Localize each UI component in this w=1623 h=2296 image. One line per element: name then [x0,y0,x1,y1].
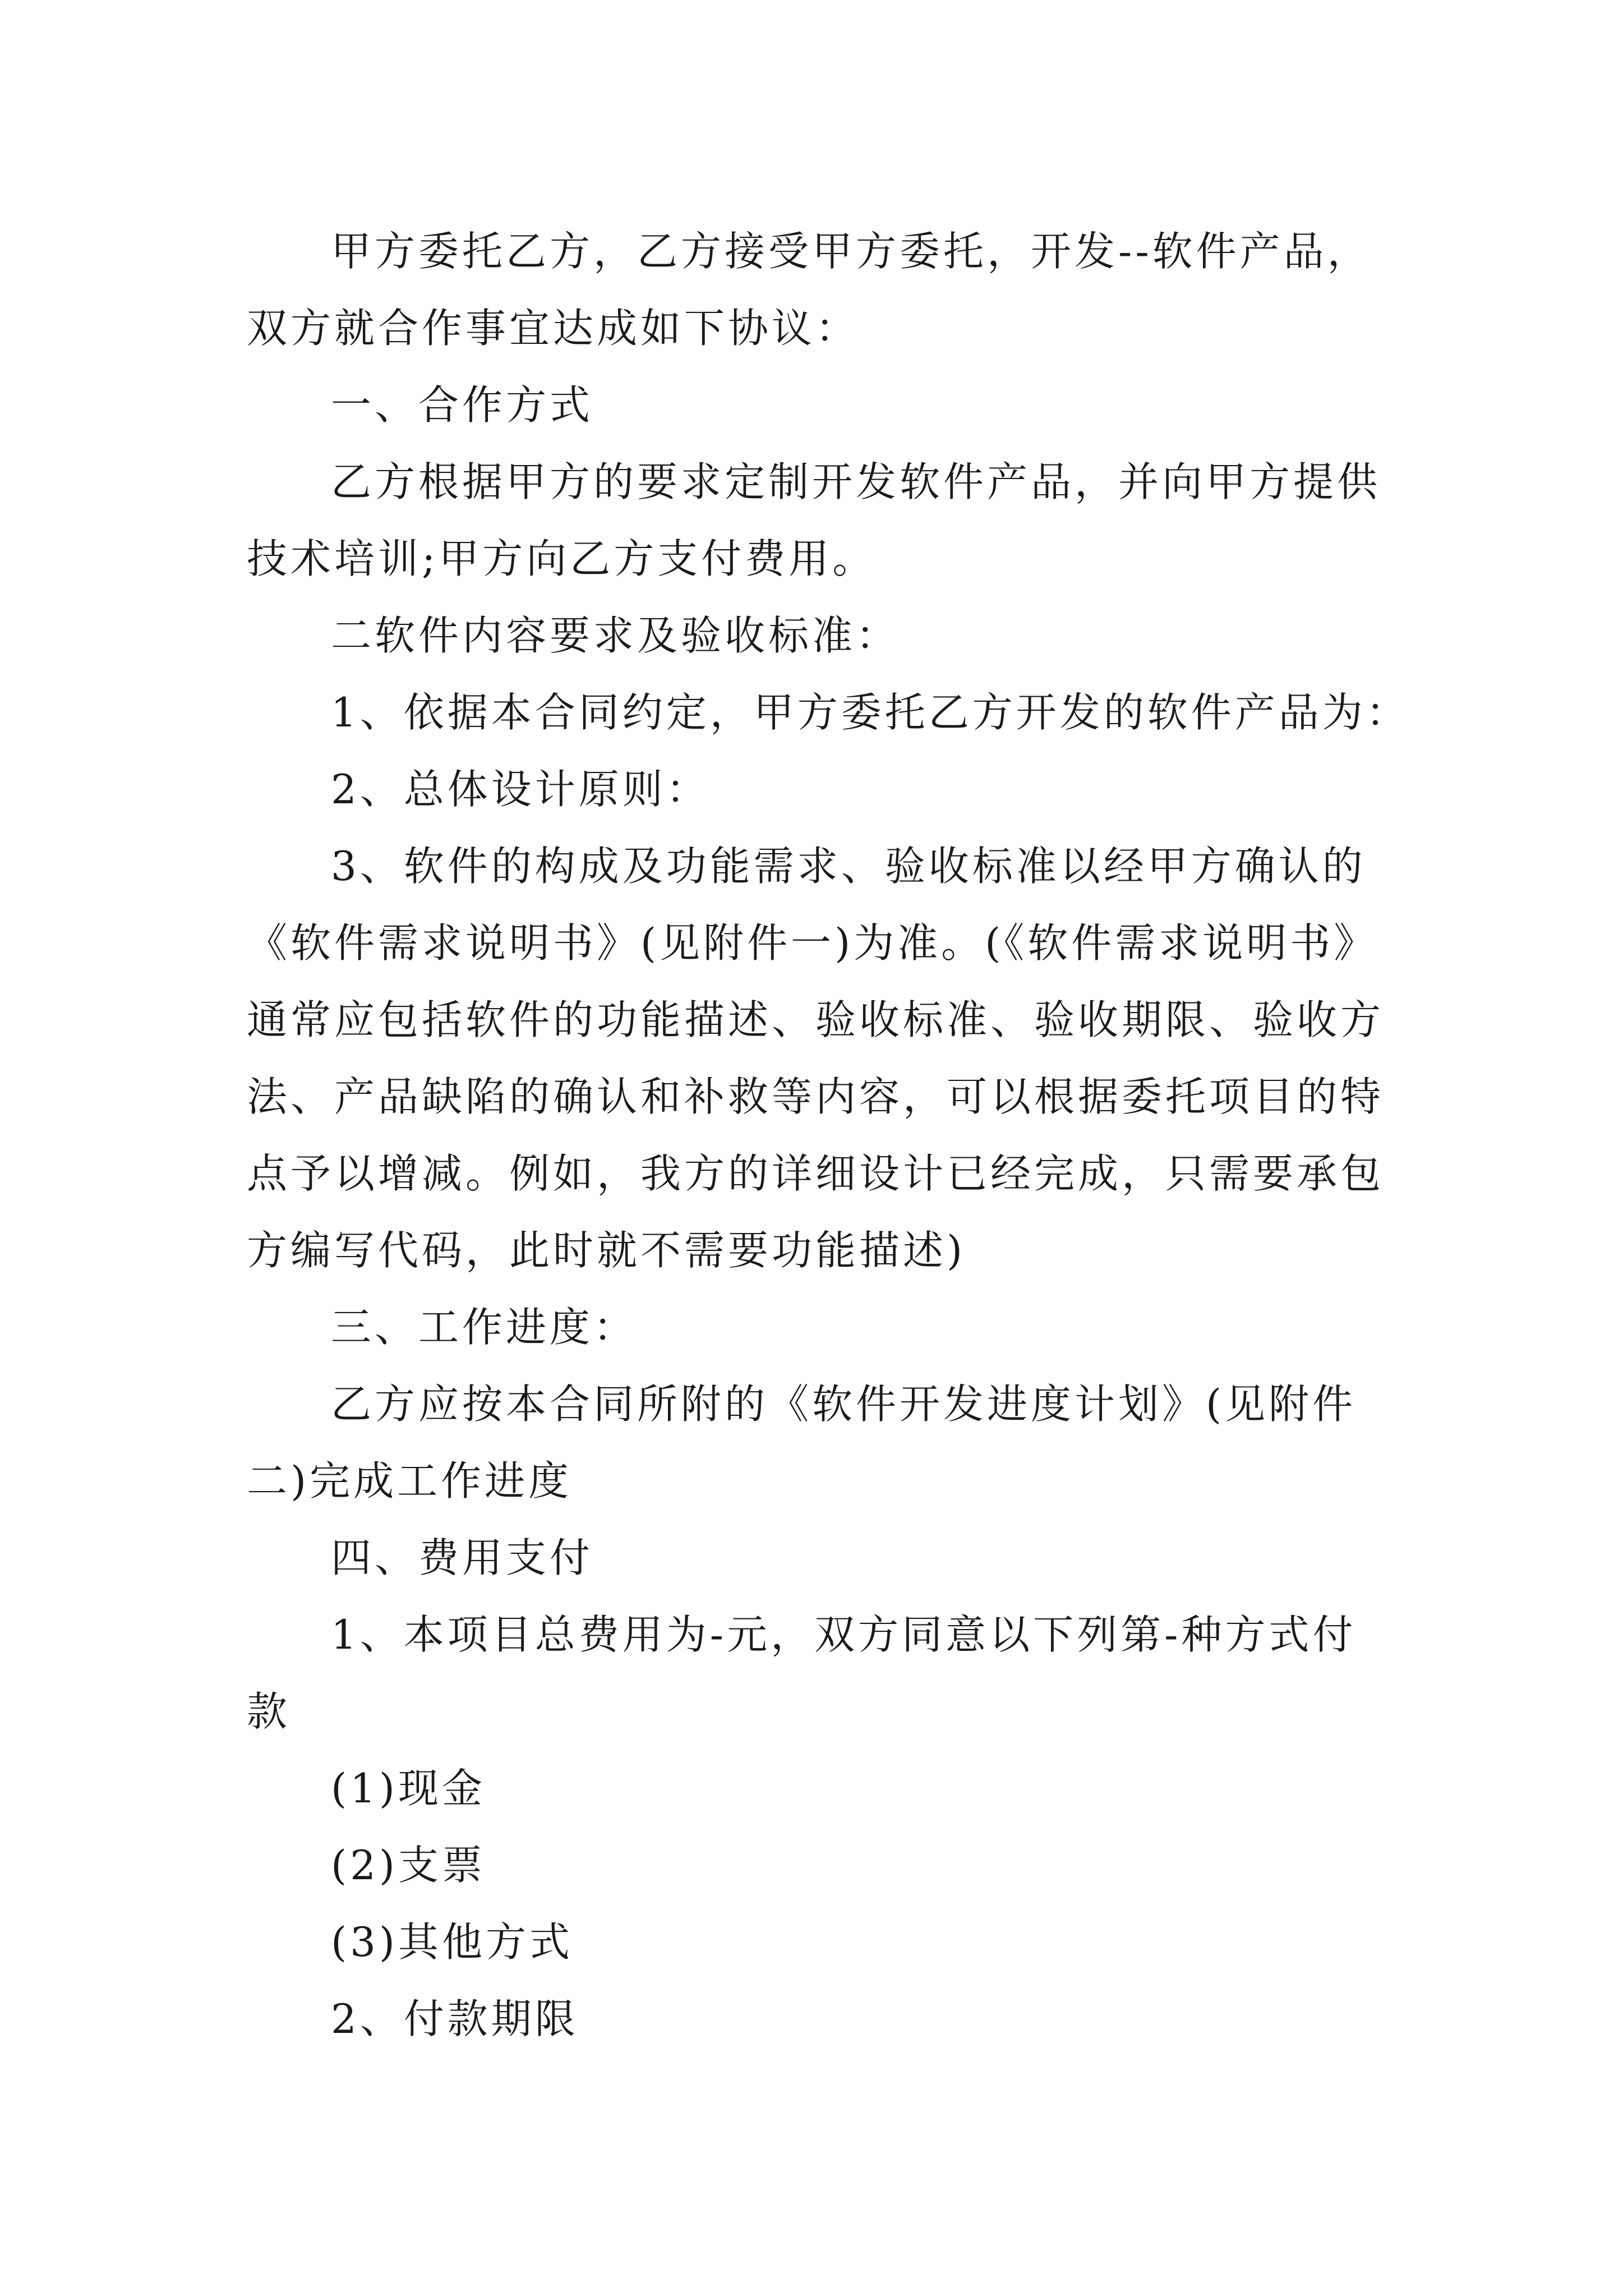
section-heading-schedule: 三、工作进度： [331,1304,638,1351]
section-heading-cooperation: 一、合作方式 [331,381,594,429]
payment-clause-1-line-1: 1、本项目总费用为-元，双方同意以下列第-种方式付 [331,1611,1357,1658]
paragraph-intro-line-1: 甲方委托乙方，乙方接受甲方委托，开发--软件产品， [331,228,1371,275]
section-heading-payment: 四、费用支付 [331,1534,594,1581]
payment-option-cash: (1)现金 [331,1765,486,1812]
paragraph-schedule-line-1: 乙方应按本合同所附的《软件开发进度计划》(见附件 [331,1381,1357,1428]
document-body [247,213,1410,2058]
payment-clause-2: 2、付款期限 [331,1995,579,2042]
section-heading-requirements: 二软件内容要求及验收标准： [331,612,900,659]
paragraph-schedule-line-2: 二)完成工作进度 [247,1457,573,1504]
clause-3-line-1: 3、软件的构成及功能需求、验收标准以经甲方确认的 [331,843,1366,890]
clause-3-line-3: 通常应包括软件的功能描述、验收标准、验收期限、验收方 [247,996,1385,1043]
clause-2: 2、总体设计原则： [331,766,710,813]
payment-clause-1-line-2: 款 [247,1688,291,1735]
clause-3-line-5: 点予以增减。例如，我方的详细设计已经完成，只需要承包 [247,1150,1385,1197]
payment-option-other: (3)其他方式 [331,1918,573,1966]
paragraph-intro-line-2: 双方就合作事宜达成如下协议： [247,305,860,352]
clause-1: 1、依据本合同约定，甲方委托乙方开发的软件产品为： [331,689,1410,736]
clause-3-line-2: 《软件需求说明书》(见附件一)为准。(《软件需求说明书》 [247,919,1378,967]
paragraph-cooperation-line-2: 技术培训;甲方向乙方支付费用。 [247,535,877,582]
clause-3-line-6: 方编写代码，此时就不需要功能描述) [247,1227,966,1274]
clause-3-line-4: 法、产品缺陷的确认和补救等内容，可以根据委托项目的特 [247,1073,1385,1120]
paragraph-cooperation-line-1: 乙方根据甲方的要求定制开发软件产品，并向甲方提供 [331,458,1381,505]
payment-option-check: (2)支票 [331,1842,486,1889]
